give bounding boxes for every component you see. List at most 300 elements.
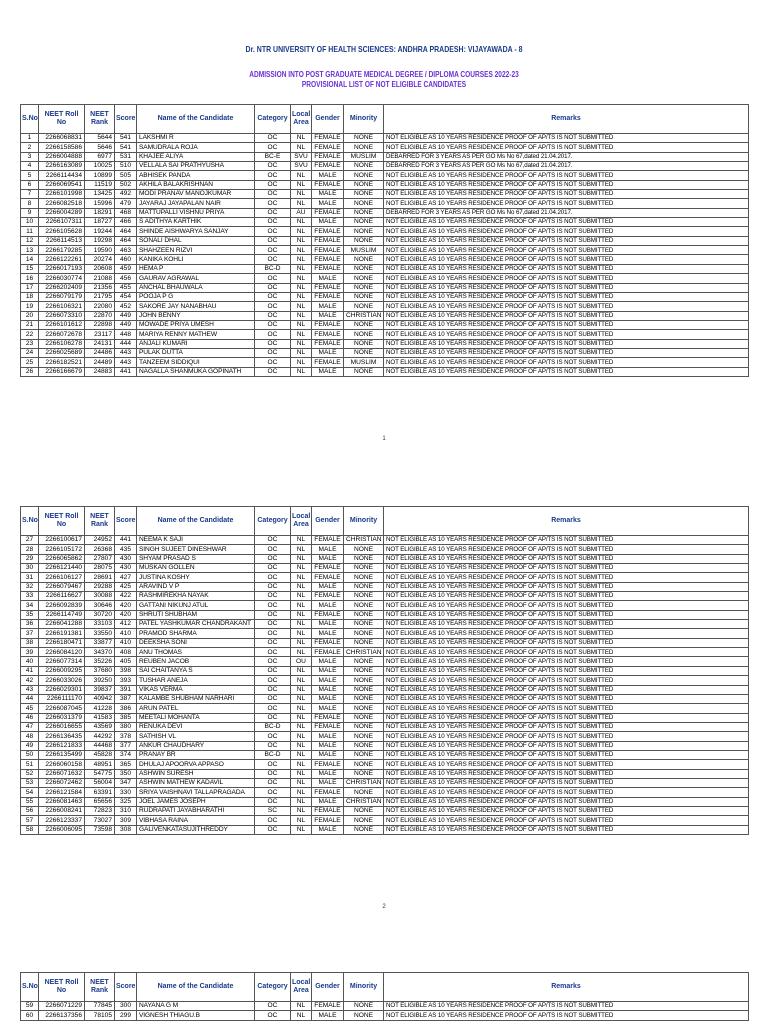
category-cell: OC (255, 816, 291, 825)
local-area-cell: NL (291, 573, 312, 582)
score-cell: 420 (115, 601, 137, 610)
neet-roll-number-cell: 2266079467 (39, 582, 85, 591)
serial-number-cell: 6 (21, 180, 39, 189)
remarks-cell: NOT ELIGIBLE AS 10 YEARS RESIDENCE PROOF OF AP/TS IS NOT SUBMITTED (384, 255, 749, 264)
candidate-name-cell: PRANAY BR (137, 750, 255, 759)
category-cell: OC (255, 311, 291, 320)
neet-roll-number-cell: 2266041288 (39, 620, 85, 629)
page-number-2: 2 (382, 904, 386, 910)
candidate-name-cell: ANU THOMAS (137, 648, 255, 657)
score-cell: 541 (115, 134, 137, 143)
column-header-score: Score (115, 105, 137, 134)
score-cell: 408 (115, 648, 137, 657)
gender-cell: MALE (312, 545, 344, 554)
score-cell: 393 (115, 676, 137, 685)
neet-roll-number-cell: 2266101998 (39, 190, 85, 199)
local-area-cell: NL (291, 825, 312, 834)
category-cell: OC (255, 208, 291, 217)
serial-number-cell: 34 (21, 601, 39, 610)
neet-roll-number-cell: 2266065862 (39, 554, 85, 563)
remarks-cell: NOT ELIGIBLE AS 10 YEARS RESIDENCE PROOF OF AP/TS IS NOT SUBMITTED (384, 302, 749, 311)
remarks-cell: NOT ELIGIBLE AS 10 YEARS RESIDENCE PROOF OF AP/TS IS NOT SUBMITTED (384, 1002, 749, 1011)
score-cell: 387 (115, 694, 137, 703)
table-row (21, 330, 749, 339)
score-cell: 460 (115, 255, 137, 264)
minority-cell: NONE (344, 218, 384, 227)
table-row (21, 152, 749, 161)
serial-number-cell: 39 (21, 648, 39, 657)
category-cell: OC (255, 358, 291, 367)
neet-roll-number-cell: 2266084120 (39, 648, 85, 657)
table-row (21, 620, 749, 629)
remarks-cell: NOT ELIGIBLE AS 10 YEARS RESIDENCE PROOF OF AP/TS IS NOT SUBMITTED (384, 769, 749, 778)
table-row (21, 367, 749, 376)
neet-rank-cell: 24883 (85, 367, 115, 376)
minority-cell: NONE (344, 582, 384, 591)
table-row (21, 320, 749, 329)
candidate-name-cell: MUSKAN GOLLEN (137, 564, 255, 573)
score-cell: 325 (115, 797, 137, 806)
score-cell: 443 (115, 348, 137, 357)
neet-roll-number-cell: 2266111170 (39, 694, 85, 703)
column-header-gender: Gender (312, 105, 344, 134)
minority-cell: NONE (344, 236, 384, 245)
table-row (21, 180, 749, 189)
local-area-cell: NL (291, 545, 312, 554)
local-area-cell: NL (291, 302, 312, 311)
local-area-cell: NL (291, 218, 312, 227)
table-row (21, 311, 749, 320)
score-cell: 449 (115, 320, 137, 329)
gender-cell: FEMALE (312, 760, 344, 769)
table-row (21, 666, 749, 675)
candidate-name-cell: SAKORE JAY NANABHAU (137, 302, 255, 311)
column-header-neet-roll-number: NEET Roll No (39, 973, 85, 1002)
category-cell: OC (255, 676, 291, 685)
column-header-candidate-name: Name of the Candidate (137, 507, 255, 536)
category-cell: BC-D (255, 722, 291, 731)
table-row (21, 218, 749, 227)
gender-cell: MALE (312, 685, 344, 694)
local-area-cell: NL (291, 1011, 312, 1020)
neet-rank-cell: 77845 (85, 1002, 115, 1011)
category-cell: OC (255, 564, 291, 573)
neet-roll-number-cell: 2266004289 (39, 208, 85, 217)
serial-number-cell: 4 (21, 162, 39, 171)
score-cell: 385 (115, 713, 137, 722)
local-area-cell: NL (291, 797, 312, 806)
minority-cell: NONE (344, 732, 384, 741)
table-row (21, 545, 749, 554)
serial-number-cell: 13 (21, 246, 39, 255)
remarks-cell: NOT ELIGIBLE AS 10 YEARS RESIDENCE PROOF OF AP/TS IS NOT SUBMITTED (384, 190, 749, 199)
neet-rank-cell: 20274 (85, 255, 115, 264)
neet-rank-cell: 33550 (85, 629, 115, 638)
local-area-cell: NL (291, 760, 312, 769)
neet-rank-cell: 6977 (85, 152, 115, 161)
category-cell: OC (255, 694, 291, 703)
remarks-cell: NOT ELIGIBLE AS 10 YEARS RESIDENCE PROOF OF AP/TS IS NOT SUBMITTED (384, 601, 749, 610)
table-row (21, 704, 749, 713)
remarks-cell: NOT ELIGIBLE AS 10 YEARS RESIDENCE PROOF OF AP/TS IS NOT SUBMITTED (384, 657, 749, 666)
gender-cell: FEMALE (312, 236, 344, 245)
category-cell: OC (255, 292, 291, 301)
gender-cell: FEMALE (312, 722, 344, 731)
neet-roll-number-cell: 2266060158 (39, 760, 85, 769)
neet-rank-cell: 13425 (85, 190, 115, 199)
score-cell: 443 (115, 358, 137, 367)
table-row (21, 778, 749, 787)
serial-number-cell: 50 (21, 750, 39, 759)
local-area-cell: NL (291, 320, 312, 329)
category-cell: OC (255, 797, 291, 806)
neet-roll-number-cell: 2266114434 (39, 171, 85, 180)
table-row (21, 648, 749, 657)
serial-number-cell: 19 (21, 302, 39, 311)
category-cell: OC (255, 741, 291, 750)
category-cell: OC (255, 638, 291, 647)
local-area-cell: NL (291, 255, 312, 264)
score-cell: 347 (115, 778, 137, 787)
serial-number-cell: 51 (21, 760, 39, 769)
gender-cell: FEMALE (312, 592, 344, 601)
column-header-serial-number: S.No (21, 105, 39, 134)
local-area-cell: NL (291, 143, 312, 152)
gender-cell: MALE (312, 666, 344, 675)
serial-number-cell: 43 (21, 685, 39, 694)
neet-rank-cell: 10899 (85, 171, 115, 180)
table-row (21, 629, 749, 638)
candidate-name-cell: REUBEN JACOB (137, 657, 255, 666)
remarks-cell: NOT ELIGIBLE AS 10 YEARS RESIDENCE PROOF OF AP/TS IS NOT SUBMITTED (384, 554, 749, 563)
minority-cell: NONE (344, 320, 384, 329)
gender-cell: FEMALE (312, 208, 344, 217)
column-header-neet-rank: NEET Rank (85, 973, 115, 1002)
local-area-cell: NL (291, 264, 312, 273)
neet-roll-number-cell: 2266017193 (39, 264, 85, 273)
serial-number-cell: 5 (21, 171, 39, 180)
local-area-cell: NL (291, 274, 312, 283)
column-header-category: Category (255, 973, 291, 1002)
table-header-row (21, 105, 749, 134)
table-row (21, 348, 749, 357)
neet-rank-cell: 22898 (85, 320, 115, 329)
neet-rank-cell: 11519 (85, 180, 115, 189)
score-cell: 441 (115, 536, 137, 545)
local-area-cell: OU (291, 657, 312, 666)
serial-number-cell: 24 (21, 348, 39, 357)
gender-cell: FEMALE (312, 573, 344, 582)
gender-cell: MALE (312, 620, 344, 629)
gender-cell: MALE (312, 582, 344, 591)
column-header-score: Score (115, 507, 137, 536)
remarks-cell: NOT ELIGIBLE AS 10 YEARS RESIDENCE PROOF OF AP/TS IS NOT SUBMITTED (384, 358, 749, 367)
score-cell: 386 (115, 704, 137, 713)
candidates-table-page-3 (20, 972, 749, 1021)
serial-number-cell: 21 (21, 320, 39, 329)
category-cell: BC-D (255, 750, 291, 759)
serial-number-cell: 25 (21, 358, 39, 367)
table-row (21, 564, 749, 573)
candidate-name-cell: S ADITHYA KARTHIK (137, 218, 255, 227)
minority-cell: NONE (344, 704, 384, 713)
remarks-cell: NOT ELIGIBLE AS 10 YEARS RESIDENCE PROOF OF AP/TS IS NOT SUBMITTED (384, 348, 749, 357)
candidate-name-cell: ABHISEK PANDA (137, 171, 255, 180)
score-cell: 310 (115, 806, 137, 815)
remarks-cell: NOT ELIGIBLE AS 10 YEARS RESIDENCE PROOF OF AP/TS IS NOT SUBMITTED (384, 1011, 749, 1020)
neet-rank-cell: 24489 (85, 358, 115, 367)
category-cell: OC (255, 554, 291, 563)
score-cell: 405 (115, 657, 137, 666)
category-cell: OC (255, 629, 291, 638)
minority-cell: NONE (344, 264, 384, 273)
gender-cell: FEMALE (312, 806, 344, 815)
local-area-cell: NL (291, 750, 312, 759)
gender-cell: FEMALE (312, 227, 344, 236)
neet-rank-cell: 26368 (85, 545, 115, 554)
serial-number-cell: 29 (21, 554, 39, 563)
neet-roll-number-cell: 2266004888 (39, 152, 85, 161)
serial-number-cell: 23 (21, 339, 39, 348)
minority-cell: NONE (344, 676, 384, 685)
category-cell: OC (255, 218, 291, 227)
minority-cell: NONE (344, 545, 384, 554)
candidate-name-cell: MATTUPALLI VISHNU PRIYA (137, 208, 255, 217)
category-cell: OC (255, 545, 291, 554)
minority-cell: NONE (344, 227, 384, 236)
remarks-cell: NOT ELIGIBLE AS 10 YEARS RESIDENCE PROOF OF AP/TS IS NOT SUBMITTED (384, 648, 749, 657)
candidate-name-cell: GAURAV AGRAWAL (137, 274, 255, 283)
minority-cell: CHRISTIAN (344, 536, 384, 545)
serial-number-cell: 3 (21, 152, 39, 161)
score-cell: 300 (115, 1002, 137, 1011)
minority-cell: NONE (344, 610, 384, 619)
minority-cell: NONE (344, 788, 384, 797)
neet-roll-number-cell: 2266114749 (39, 610, 85, 619)
neet-roll-number-cell: 2266122261 (39, 255, 85, 264)
candidate-name-cell: ASHWIN SURESH (137, 769, 255, 778)
minority-cell: NONE (344, 190, 384, 199)
neet-roll-number-cell: 2266107311 (39, 218, 85, 227)
minority-cell: MUSLIM (344, 358, 384, 367)
neet-rank-cell: 19244 (85, 227, 115, 236)
minority-cell: NONE (344, 629, 384, 638)
neet-roll-number-cell: 2266105172 (39, 545, 85, 554)
score-cell: 377 (115, 741, 137, 750)
neet-roll-number-cell: 2266069541 (39, 180, 85, 189)
candidate-name-cell: ARAVIND V P (137, 582, 255, 591)
remarks-cell: DEBARRED FOR 3 YEARS AS PER GO Ms No 67,dated 21.04.2017. (384, 208, 749, 217)
score-cell: 454 (115, 292, 137, 301)
candidate-name-cell: SAI CHAITANYA S (137, 666, 255, 675)
category-cell: OC (255, 657, 291, 666)
neet-rank-cell: 24486 (85, 348, 115, 357)
local-area-cell: NL (291, 638, 312, 647)
score-cell: 541 (115, 143, 137, 152)
serial-number-cell: 27 (21, 536, 39, 545)
candidate-name-cell: SRIYA VAISHNAVI TALLAPRAGADA (137, 788, 255, 797)
candidate-name-cell: NEEMA K SAJI (137, 536, 255, 545)
table-row (21, 208, 749, 217)
gender-cell: MALE (312, 199, 344, 208)
local-area-cell: NL (291, 227, 312, 236)
serial-number-cell: 1 (21, 134, 39, 143)
serial-number-cell: 44 (21, 694, 39, 703)
local-area-cell: NL (291, 236, 312, 245)
remarks-cell: NOT ELIGIBLE AS 10 YEARS RESIDENCE PROOF OF AP/TS IS NOT SUBMITTED (384, 339, 749, 348)
score-cell: 492 (115, 190, 137, 199)
neet-rank-cell: 78105 (85, 1011, 115, 1020)
gender-cell: FEMALE (312, 330, 344, 339)
local-area-cell: NL (291, 732, 312, 741)
category-cell: BC-D (255, 264, 291, 273)
category-cell: OC (255, 330, 291, 339)
minority-cell: CHRISTIAN (344, 311, 384, 320)
neet-rank-cell: 33103 (85, 620, 115, 629)
local-area-cell: NL (291, 330, 312, 339)
gender-cell: FEMALE (312, 610, 344, 619)
category-cell: OC (255, 348, 291, 357)
table-row (21, 788, 749, 797)
candidate-name-cell: HEMA P (137, 264, 255, 273)
serial-number-cell: 55 (21, 797, 39, 806)
neet-rank-cell: 65656 (85, 797, 115, 806)
table-row (21, 162, 749, 171)
local-area-cell: NL (291, 769, 312, 778)
serial-number-cell: 47 (21, 722, 39, 731)
serial-number-cell: 30 (21, 564, 39, 573)
column-header-category: Category (255, 105, 291, 134)
gender-cell: FEMALE (312, 152, 344, 161)
gender-cell: MALE (312, 171, 344, 180)
table-header-row (21, 973, 749, 1002)
remarks-cell: NOT ELIGIBLE AS 10 YEARS RESIDENCE PROOF OF AP/TS IS NOT SUBMITTED (384, 722, 749, 731)
neet-rank-cell: 73598 (85, 825, 115, 834)
candidate-name-cell: SHRUTI SHUBHAM (137, 610, 255, 619)
minority-cell: NONE (344, 171, 384, 180)
local-area-cell: NL (291, 582, 312, 591)
table-row (21, 760, 749, 769)
serial-number-cell: 16 (21, 274, 39, 283)
candidate-name-cell: PATEL YASHKUMAR CHANDRAKANT (137, 620, 255, 629)
remarks-cell: NOT ELIGIBLE AS 10 YEARS RESIDENCE PROOF OF AP/TS IS NOT SUBMITTED (384, 610, 749, 619)
remarks-cell: NOT ELIGIBLE AS 10 YEARS RESIDENCE PROOF OF AP/TS IS NOT SUBMITTED (384, 134, 749, 143)
remarks-cell: NOT ELIGIBLE AS 10 YEARS RESIDENCE PROOF OF AP/TS IS NOT SUBMITTED (384, 536, 749, 545)
table-row (21, 1002, 749, 1011)
minority-cell: NONE (344, 806, 384, 815)
category-cell: OC (255, 283, 291, 292)
neet-rank-cell: 23117 (85, 330, 115, 339)
neet-rank-cell: 24131 (85, 339, 115, 348)
neet-roll-number-cell: 2266006095 (39, 825, 85, 834)
serial-number-cell: 28 (21, 545, 39, 554)
candidate-name-cell: RASHMIREKHA NAYAK (137, 592, 255, 601)
column-header-neet-roll-number: NEET Roll No (39, 507, 85, 536)
local-area-cell: NL (291, 283, 312, 292)
candidate-name-cell: VIGNESH THIAGU.B (137, 1011, 255, 1020)
category-cell: OC (255, 162, 291, 171)
category-cell: OC (255, 648, 291, 657)
gender-cell: MALE (312, 778, 344, 787)
column-header-gender: Gender (312, 507, 344, 536)
category-cell: OC (255, 227, 291, 236)
gender-cell: FEMALE (312, 320, 344, 329)
table-row (21, 769, 749, 778)
remarks-cell: NOT ELIGIBLE AS 10 YEARS RESIDENCE PROOF OF AP/TS IS NOT SUBMITTED (384, 592, 749, 601)
gender-cell: MALE (312, 302, 344, 311)
local-area-cell: NL (291, 292, 312, 301)
local-area-cell: NL (291, 741, 312, 750)
table-header-row (21, 507, 749, 536)
candidate-name-cell: SHYAM PRASAD S (137, 554, 255, 563)
remarks-cell: NOT ELIGIBLE AS 10 YEARS RESIDENCE PROOF OF AP/TS IS NOT SUBMITTED (384, 573, 749, 582)
gender-cell: FEMALE (312, 292, 344, 301)
minority-cell: NONE (344, 162, 384, 171)
table-row (21, 190, 749, 199)
gender-cell: FEMALE (312, 162, 344, 171)
gender-cell: MALE (312, 732, 344, 741)
minority-cell: NONE (344, 638, 384, 647)
score-cell: 422 (115, 592, 137, 601)
score-cell: 463 (115, 246, 137, 255)
score-cell: 464 (115, 236, 137, 245)
serial-number-cell: 56 (21, 806, 39, 815)
candidate-name-cell: KHAJEE ALIYA (137, 152, 255, 161)
local-area-cell: NL (291, 536, 312, 545)
serial-number-cell: 31 (21, 573, 39, 582)
neet-rank-cell: 39250 (85, 676, 115, 685)
remarks-cell: NOT ELIGIBLE AS 10 YEARS RESIDENCE PROOF OF AP/TS IS NOT SUBMITTED (384, 816, 749, 825)
table-row (21, 638, 749, 647)
neet-rank-cell: 20608 (85, 264, 115, 273)
gender-cell: FEMALE (312, 134, 344, 143)
local-area-cell: NL (291, 171, 312, 180)
score-cell: 455 (115, 283, 137, 292)
neet-roll-number-cell: 2266031379 (39, 713, 85, 722)
neet-rank-cell: 5644 (85, 134, 115, 143)
neet-rank-cell: 43569 (85, 722, 115, 731)
candidate-name-cell: RUDRAPATI JAYABHARATHI (137, 806, 255, 815)
remarks-cell: NOT ELIGIBLE AS 10 YEARS RESIDENCE PROOF OF AP/TS IS NOT SUBMITTED (384, 320, 749, 329)
column-header-neet-roll-number: NEET Roll No (39, 105, 85, 134)
score-cell: 410 (115, 638, 137, 647)
neet-rank-cell: 44292 (85, 732, 115, 741)
candidate-name-cell: MARIYA RENNY MATHEW (137, 330, 255, 339)
category-cell: OC (255, 190, 291, 199)
neet-rank-cell: 41583 (85, 713, 115, 722)
candidate-name-cell: GATTANI NIKUNJ ATUL (137, 601, 255, 610)
neet-rank-cell: 30088 (85, 592, 115, 601)
serial-number-cell: 14 (21, 255, 39, 264)
serial-number-cell: 58 (21, 825, 39, 834)
serial-number-cell: 37 (21, 629, 39, 638)
gender-cell: MALE (312, 554, 344, 563)
minority-cell: NONE (344, 601, 384, 610)
column-header-local-area: Local Area (291, 105, 312, 134)
minority-cell: NONE (344, 741, 384, 750)
neet-roll-number-cell: 2266101612 (39, 320, 85, 329)
remarks-cell: NOT ELIGIBLE AS 10 YEARS RESIDENCE PROOF OF AP/TS IS NOT SUBMITTED (384, 638, 749, 647)
minority-cell: NONE (344, 657, 384, 666)
local-area-cell: NL (291, 311, 312, 320)
serial-number-cell: 2 (21, 143, 39, 152)
remarks-cell: NOT ELIGIBLE AS 10 YEARS RESIDENCE PROOF OF AP/TS IS NOT SUBMITTED (384, 750, 749, 759)
category-cell: OC (255, 236, 291, 245)
category-cell: OC (255, 302, 291, 311)
table-row (21, 797, 749, 806)
category-cell: OC (255, 246, 291, 255)
neet-rank-cell: 27807 (85, 554, 115, 563)
